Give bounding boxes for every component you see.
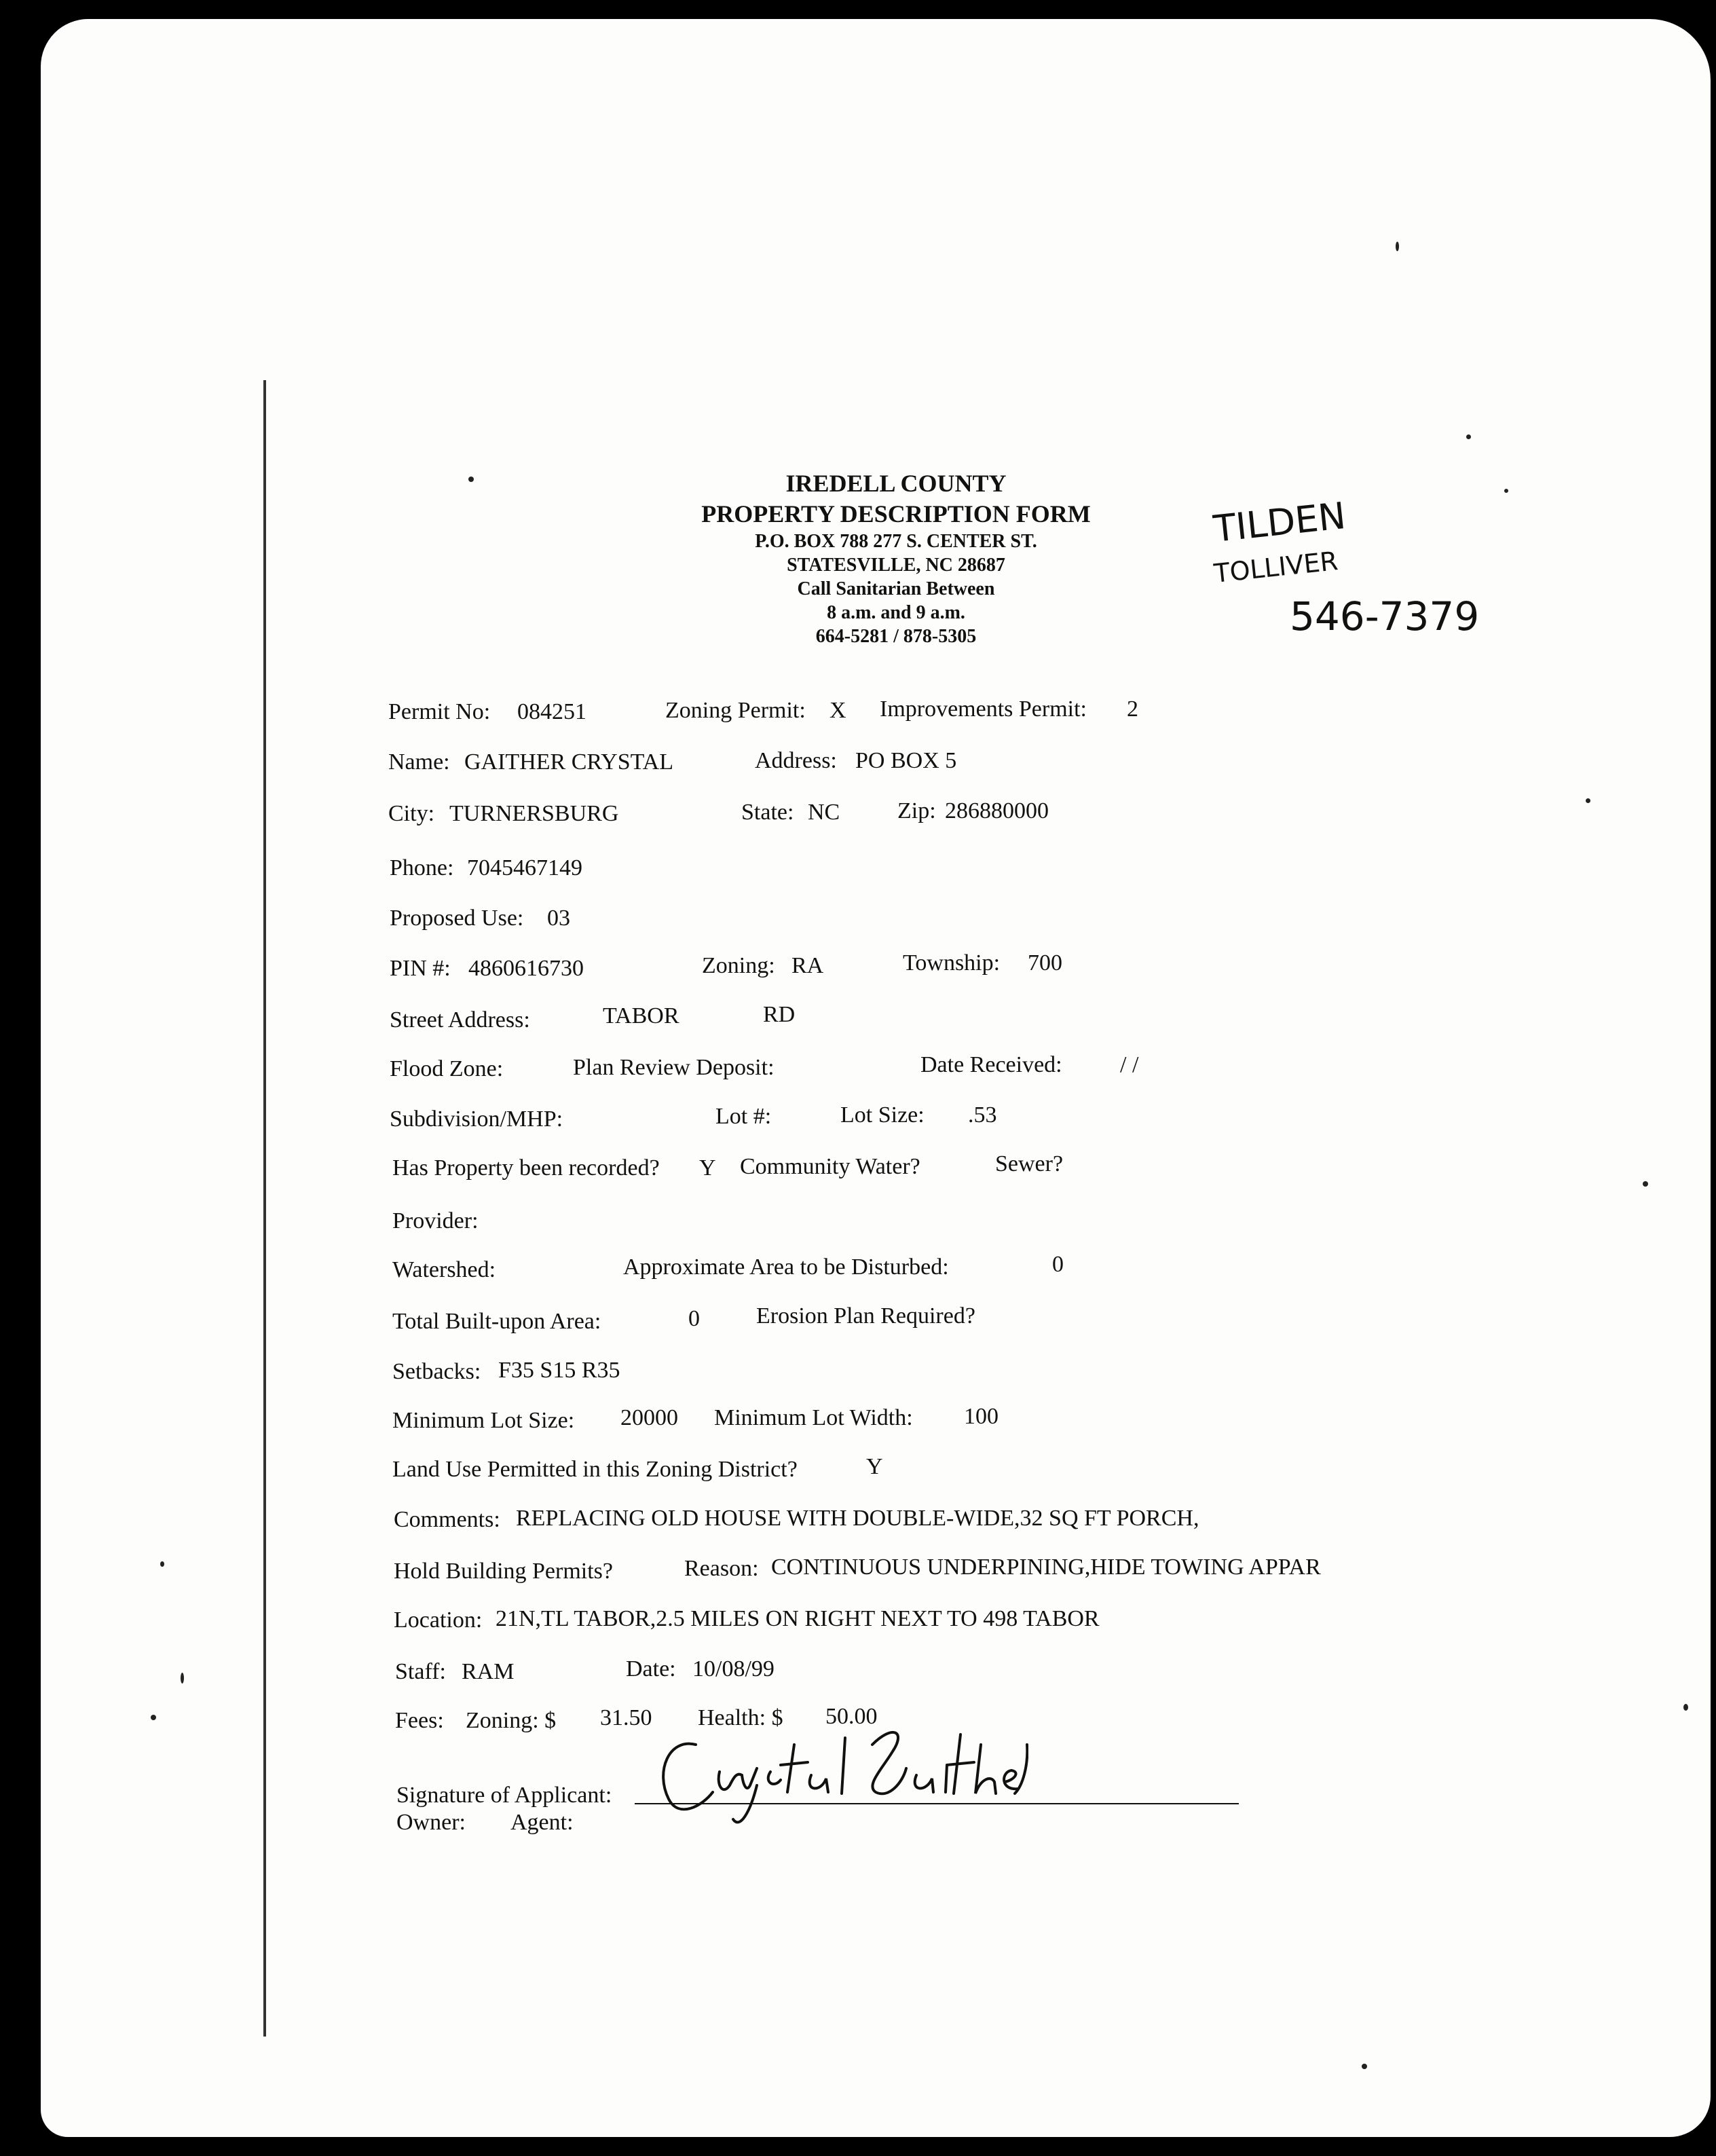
zoning-permit-value: X (829, 698, 846, 723)
setbacks-value: F35 S15 R35 (498, 1358, 620, 1383)
office-address-line2: STATESVILLE, NC 28687 (787, 555, 1005, 576)
hold-building-permits-label: Hold Building Permits? (394, 1559, 613, 1584)
street-address-label: Street Address: (390, 1007, 530, 1033)
comments-value: REPLACING OLD HOUSE WITH DOUBLE-WIDE,32 SQ FT PORCH, (516, 1506, 1199, 1531)
call-hours: 8 a.m. and 9 a.m. (827, 602, 965, 623)
community-water-label: Community Water? (740, 1154, 920, 1179)
zoning-permit-label: Zoning Permit: (665, 698, 806, 723)
township-label: Township: (903, 950, 1001, 975)
zoning-label: Zoning: (702, 953, 775, 978)
min-lot-width-label: Minimum Lot Width: (714, 1405, 913, 1430)
setbacks-label: Setbacks: (392, 1359, 481, 1384)
zip-value: 286880000 (945, 798, 1049, 823)
plan-review-deposit-label: Plan Review Deposit: (573, 1055, 775, 1080)
staff-value: RAM (462, 1659, 515, 1684)
form-title: PROPERTY DESCRIPTION FORM (701, 500, 1091, 527)
comments-label: Comments: (394, 1507, 500, 1532)
zoning-fee-value: 31.50 (600, 1705, 652, 1730)
address-label: Address: (755, 748, 837, 773)
signature-line (635, 1803, 1239, 1804)
built-upon-area-label: Total Built-upon Area: (392, 1309, 601, 1334)
reason-value: CONTINUOUS UNDERPINING,HIDE TOWING APPAR (771, 1555, 1321, 1580)
min-lot-size-label: Minimum Lot Size: (392, 1408, 575, 1433)
street-type-value: RD (763, 1002, 796, 1027)
approx-area-label: Approximate Area to be Disturbed: (623, 1254, 949, 1280)
location-value: 21N,TL TABOR,2.5 MILES ON RIGHT NEXT TO 498 TABOR (496, 1606, 1100, 1631)
property-recorded-value: Y (699, 1155, 716, 1181)
approx-area-value: 0 (1052, 1252, 1064, 1277)
agent-label: Agent: (510, 1810, 574, 1835)
erosion-plan-label: Erosion Plan Required? (756, 1303, 975, 1328)
proposed-use-label: Proposed Use: (390, 906, 524, 931)
name-value: GAITHER CRYSTAL (464, 749, 674, 775)
scan-edge-line (263, 380, 266, 2037)
address-value: PO BOX 5 (855, 748, 957, 773)
county-title: IREDELL COUNTY (785, 470, 1007, 497)
note-line-3: 546-7379 (1290, 593, 1480, 639)
location-label: Location: (394, 1607, 483, 1633)
township-value: 700 (1028, 950, 1062, 975)
handwritten-contact-note (1201, 494, 1487, 644)
phone-label: Phone: (390, 855, 454, 880)
lot-no-label: Lot #: (715, 1104, 772, 1129)
form-header (611, 468, 1181, 648)
provider-label: Provider: (392, 1208, 479, 1233)
min-lot-width-value: 100 (964, 1404, 999, 1429)
name-label: Name: (388, 749, 450, 775)
city-value: TURNERSBURG (449, 801, 619, 826)
zip-label: Zip: (897, 798, 936, 823)
lot-size-label: Lot Size: (840, 1102, 925, 1128)
staff-label: Staff: (395, 1659, 446, 1684)
pin-value: 4860616730 (468, 956, 584, 981)
permit-no-value: 084251 (517, 699, 586, 724)
land-use-value: Y (866, 1454, 883, 1479)
property-recorded-label: Has Property been recorded? (392, 1155, 660, 1181)
signature-label: Signature of Applicant: (396, 1783, 612, 1808)
date-value: 10/08/99 (692, 1656, 775, 1681)
street-name-value: TABOR (603, 1003, 679, 1028)
improvements-permit-value: 2 (1127, 696, 1138, 722)
health-fee-value: 50.00 (825, 1704, 878, 1729)
office-address-line1: P.O. BOX 788 277 S. CENTER ST. (755, 531, 1037, 552)
health-fee-label: Health: $ (698, 1705, 783, 1730)
date-received-value: / / (1120, 1052, 1139, 1077)
zoning-fee-label: Zoning: $ (466, 1708, 557, 1733)
city-label: City: (388, 801, 435, 826)
improvements-permit-label: Improvements Permit: (880, 696, 1087, 722)
permit-no-label: Permit No: (388, 699, 491, 724)
date-label: Date: (626, 1656, 676, 1681)
built-upon-area-value: 0 (688, 1306, 700, 1331)
note-line-1: TILDEN (1211, 494, 1348, 551)
phone-value: 7045467149 (467, 855, 582, 880)
applicant-signature (648, 1717, 1028, 1833)
lot-size-value: .53 (968, 1102, 997, 1128)
call-sanitarian-line: Call Sanitarian Between (797, 578, 995, 599)
sewer-label: Sewer? (995, 1151, 1064, 1176)
zoning-value: RA (791, 953, 824, 978)
state-value: NC (808, 800, 840, 825)
state-label: State: (741, 800, 794, 825)
owner-label: Owner: (396, 1810, 466, 1835)
min-lot-size-value: 20000 (620, 1405, 678, 1430)
reason-label: Reason: (684, 1556, 759, 1581)
pin-label: PIN #: (390, 956, 451, 981)
proposed-use-value: 03 (547, 906, 570, 931)
note-line-2: TOLLIVER (1212, 546, 1340, 589)
office-phones: 664-5281 / 878-5305 (815, 626, 977, 647)
date-received-label: Date Received: (920, 1052, 1062, 1077)
fees-label: Fees: (395, 1708, 444, 1733)
land-use-label: Land Use Permitted in this Zoning District? (392, 1457, 798, 1482)
watershed-label: Watershed: (392, 1257, 496, 1282)
subdivision-label: Subdivision/MHP: (390, 1107, 563, 1132)
flood-zone-label: Flood Zone: (390, 1056, 504, 1081)
